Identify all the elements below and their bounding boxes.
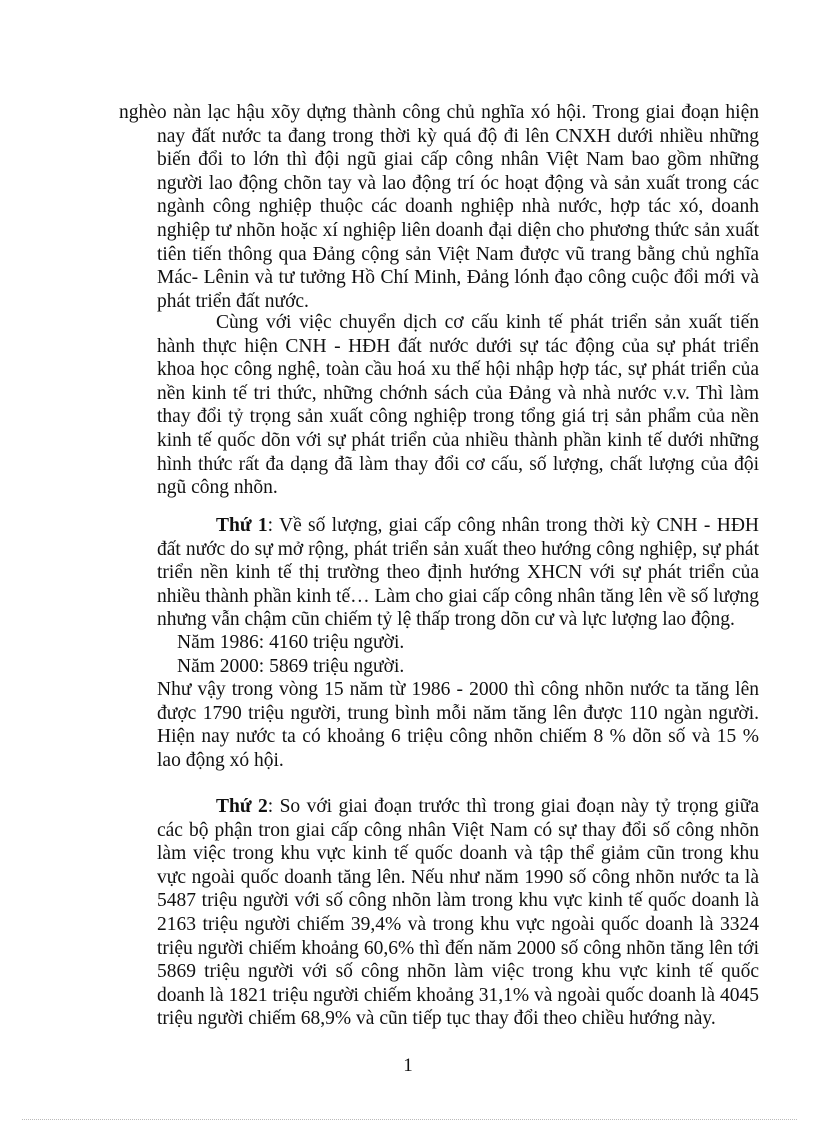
year-1986-line: Năm 1986: 4160 triệu người.	[177, 632, 405, 653]
year-2000-line: Năm 2000: 5869 triệu người.	[177, 656, 405, 677]
paragraph-restructuring: Cùng với việc chuyển dịch cơ cấu kinh tế phát triển sản xuất tiến hành thực hiện CNH - HĐH đất nước dưới sự tác động của sự phát triển khoa học công nghệ, toàn cầu hoá xu thế hội nhập hợp tác, sự phát triển của nền kinh tế tri thức, những chớnh sách của Đảng và nhà nước v.v. Thì làm thay đổi tỷ trọng sản xuất công nghiệp trong tổng giá trị sản phẩm của nền kinh tế quốc dõn với sự phát triển của nhiều thành phần kinh tế dưới những hình thức rất đa dạng đã làm thay đổi cơ cấu, số lượng, chất lượng của đội ngũ công nhõn.	[157, 312, 759, 499]
page-bottom-divider	[22, 1119, 797, 1120]
paragraph-point-1	[157, 514, 759, 632]
point-1-text: : Về số lượng, giai cấp công nhân trong thời kỳ CNH - HĐH đất nước do sự mở rộng, phát triển sản xuất theo hướng công nghiệp, sự phát triển nền kinh tế thị trường theo định hướng XHCN với sự phát triển của nhiều thành phần kinh tế… Làm cho giai cấp công nhân tăng lên về số lượng nhưng vẫn chậm cũn chiếm tỷ lệ thấp trong dõn cư và lực lượng lao động.	[157, 515, 759, 631]
point-1-label: Thứ 1	[216, 515, 268, 536]
page-number: 1	[403, 1055, 413, 1076]
point-2-text: : So với giai đoạn trước thì trong giai đoạn này tỷ trọng giữa các bộ phận tron giai cấp công nhân Việt Nam có sự thay đổi số công nhõn làm việc trong khu vực kinh tế quốc doanh và tập thể giảm cũn trong khu vực ngoài quốc doanh tăng lên. Nếu như năm 1990 số công nhõn nước ta là 5487 triệu người với số công nhõn làm trong khu vực kinh tế quốc doanh là 2163 triệu người chiếm 39,4% và trong khu vực ngoài quốc doanh là 3324 triệu người chiếm khoảng 60,6% thì đến năm 2000 số công nhõn tăng lên tới 5869 triệu người với số công nhõn làm việc trong khu vực kinh tế quốc doanh là 1821 triệu người chiếm khoảng 31,1% và ngoài quốc doanh là 4045 triệu người chiếm 68,9% và cũn tiếp tục thay đổi theo chiều hướng này.	[157, 796, 759, 1030]
paragraph-point-2	[157, 795, 759, 1031]
paragraph-intro: nghèo nàn lạc hậu xõy dựng thành công chủ nghĩa xó hội. Trong giai đoạn hiện nay đất nước ta đang trong thời kỳ quá độ đi lên CNXH dưới nhiều những biến đổi to lớn thì đội ngũ giai cấp công nhân Việt Nam bao gồm những người lao động chõn tay và lao động trí óc hoạt động và sản xuất trong các ngành công nghiệp thuộc các doanh nghiệp nhà nước, hợp tác xó, doanh nghiệp tư nhõn hoặc xí nghiệp liên doanh đại diện cho phương thức sản xuất tiên tiến thông qua Đảng cộng sản Việt Nam được vũ trang bằng chủ nghĩa Mác- Lênin và tư tưởng Hồ Chí Minh, Đảng lónh đạo công cuộc đổi mới và phát triển đất nước.	[119, 102, 759, 312]
paragraph-summary: Như vậy trong vòng 15 năm từ 1986 - 2000 thì công nhõn nước ta tăng lên được 1790 triệu người, trung bình mỗi năm tăng lên được 110 ngàn người. Hiện nay nước ta có khoảng 6 triệu công nhõn chiếm 8 % dõn số và 15 % lao động xó hội.	[157, 679, 759, 771]
point-2-label: Thứ 2	[216, 796, 268, 817]
